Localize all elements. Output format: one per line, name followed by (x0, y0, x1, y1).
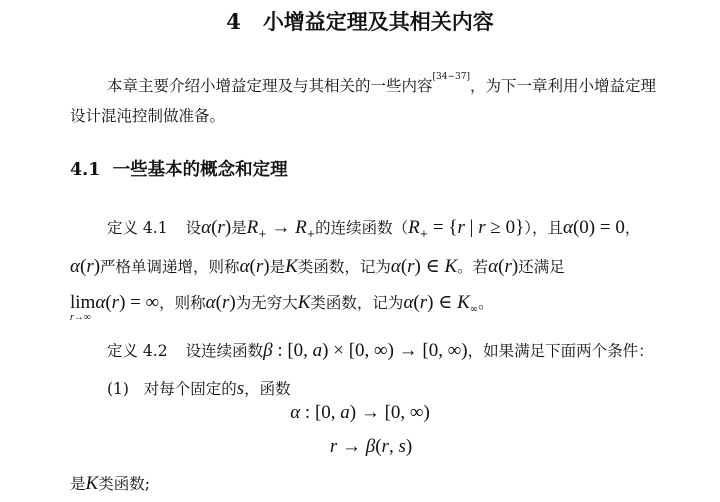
intro-line-2: 设计混沌控制做准备。 (70, 107, 226, 125)
intro-text-b: ，为下一章利用小增益定理 (469, 77, 656, 95)
def42-line: 定义 4.2 设连续函数β : [0, a) × [0, ∞) → [0, ∞)，如果满足下面两个条件： (107, 340, 654, 361)
def41-line-1: 定义 4.1 设α(r)是$R_+ \to R_+$的连续函数（$R_+ = \{r$ | r ≥ 0}），且α(0) = 0， (107, 217, 641, 241)
citation: [34−37] (432, 72, 470, 82)
def41-line-2: α(r)严格单调递增，则称α(r)是K类函数，记为α(r) ∈ K。若α(r)还满足 (70, 256, 565, 277)
def42-tail: 是K类函数; (70, 473, 150, 494)
section-number: 4.1 (70, 160, 101, 180)
def42-label: 定义 4.2 (107, 342, 168, 360)
def41-line-3: lim r→∞ α(r) = ∞，则称α(r)为无穷大K类函数，记为α(r) ∈ $K_\infty$。 (70, 292, 494, 323)
equation-2: r → β(r, s) (329, 436, 413, 457)
condition-1: (1) 对每个固定的s，函数 (107, 378, 291, 399)
def41-label: 定义 4.1 (107, 219, 168, 237)
section-title: 一些基本的概念和定理 (112, 160, 288, 180)
equation-1: α : [0, a) → [0, ∞) (290, 402, 430, 423)
intro-line-1 (107, 74, 656, 96)
chapter-title: 小增益定理及其相关内容 (262, 9, 494, 34)
chapter-heading (0, 6, 720, 36)
lim-subscript: r→∞ (70, 312, 92, 323)
chapter-number: 4 (226, 9, 241, 34)
intro-text-a: 本章主要介绍小增益定理及与其相关的一些内容 (107, 77, 433, 95)
section-heading (70, 156, 288, 181)
